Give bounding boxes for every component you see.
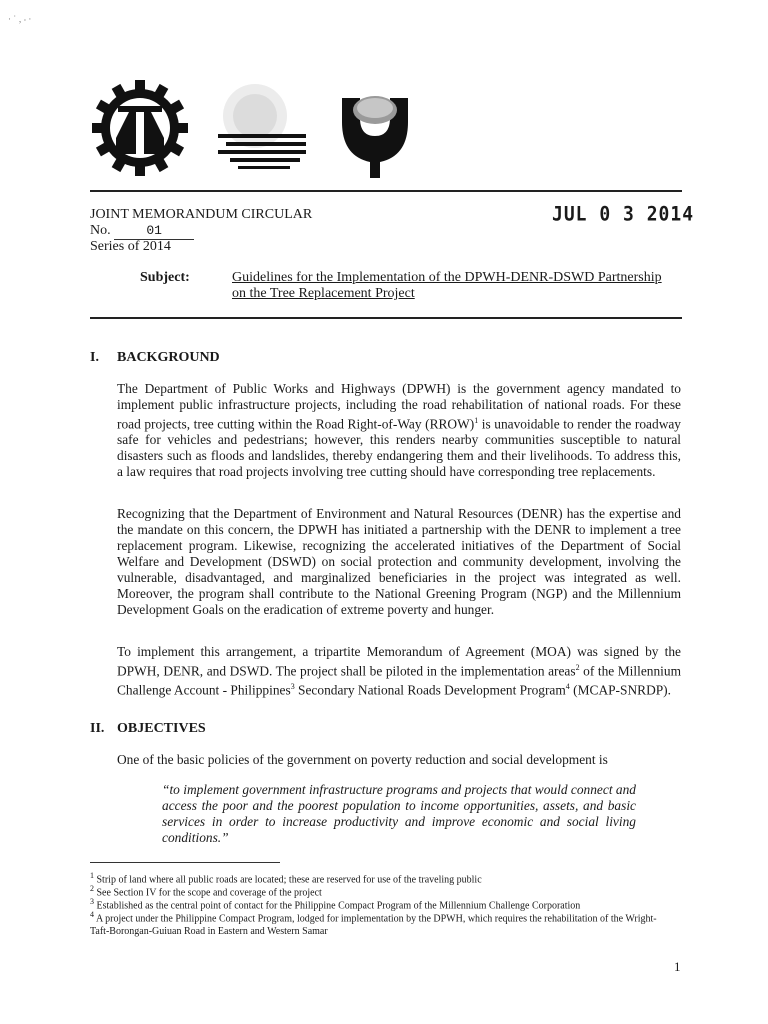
section-title-background: BACKGROUND (117, 350, 220, 365)
header-rule-top (90, 190, 682, 192)
footnote-ref-2: 2 (575, 663, 580, 672)
circular-title: JOINT MEMORANDUM CIRCULAR (90, 207, 313, 222)
footnote-3: $^3$ Established as the central point of contact for the Philippine Compact Program of the Millennium Challenge Corporation (90, 897, 581, 912)
footnote-2: $^2$ See Section IV for the scope and coverage of the project (90, 884, 322, 899)
scan-specks: · ˙ ‚ ⸳ · (8, 14, 32, 24)
background-paragraph-1: The Department of Public Works and Highways (DPWH) is the government agency mandated to implement public infrastructure projects, including the road rehabilitation of national roads. For these road projects, tree cutting within the Road Right-of-Way (RROW)$^1$ is unavoidable to render the roadway safe for vehicles and pedestrians; however, this renders nearby communities susceptible to natural disasters such as floods and landslides, thereby endangering them and their livelihoods. To address this, a law requires that road projects involving tree cutting should have corresponding tree replacements. (117, 381, 681, 480)
date-stamp: JUL 0 3 2014 (552, 202, 695, 227)
background-paragraph-2: Recognizing that the Department of Environment and Natural Resources (DENR) has the expertise and the mandate on this concern, the DPWH has initiated a partnership with the DENR to implement a tree replacement program. Likewise, recognizing the accelerated initiatives of the Department of Social Welfare and Development (DSWD) on social protection and community development, involving the vulnerable, disadvantaged, and marginalized beneficiaries in the project was integrated as well. Moreover, the program shall contribute to the National Greening Program (NGP) and the Millennium Development Goals on the eradication of extreme poverty and hunger. (117, 506, 681, 617)
dswd-emblem-icon (342, 96, 408, 178)
objectives-paragraph-1: One of the basic policies of the government on poverty reduction and social development is (117, 752, 608, 767)
section-number-background: I. (90, 350, 99, 365)
section-number-objectives: II. (90, 721, 105, 736)
header-rule-bottom (90, 317, 682, 319)
page-number: 1 (674, 959, 681, 974)
circular-series: Series of 2014 (90, 239, 171, 254)
subject-line-1: Guidelines for the Implementation of the DPWH-DENR-DSWD Partnership (232, 270, 662, 285)
objectives-quote: “to implement government infrastructure programs and projects that would connect and access the poor and the poorest population to income opportunities, assets, and basic services in order to increase productivity and improve economic and social living conditions.” (162, 782, 636, 845)
footnote-rule (90, 862, 280, 863)
dpwh-seal-icon (92, 80, 188, 176)
background-paragraph-3: To implement this arrangement, a tripartite Memorandum of Agreement (MOA) was signed by the DPWH, DENR, and DSWD. The project shall be piloted in the implementation areas$^2$ of the Millennium Challenge Account - Philippines$^3$ Secondary National Roads Development Program$^4$ (MCAP-SNRDP). (117, 644, 681, 698)
circular-number-row (90, 223, 194, 240)
circular-number-label: No. (90, 223, 111, 238)
footnote-4: $^4$ A project under the Philippine Compact Program, lodged for implementation by the DPWH, which requires the rehabilitation of the Wright-Taft-Borongan-Guiuan Road in Eastern and Western Samar (90, 910, 657, 938)
subject-label: Subject: (140, 270, 190, 285)
subject-text (232, 270, 682, 302)
footnote-ref-4: 4 (565, 682, 570, 692)
agency-logos (90, 78, 430, 190)
footnote-1: $^1$ Strip of land where all public roads are located; these are reserved for use of the traveling public (90, 871, 482, 886)
footnote-ref-1: 1 (474, 416, 479, 425)
denr-emblem-icon (218, 84, 306, 169)
section-title-objectives: OBJECTIVES (117, 721, 206, 736)
circular-number-value: 01 (114, 223, 194, 240)
subject-line-2: on the Tree Replacement Project (232, 286, 415, 301)
footnote-ref-3: 3 (290, 682, 295, 692)
